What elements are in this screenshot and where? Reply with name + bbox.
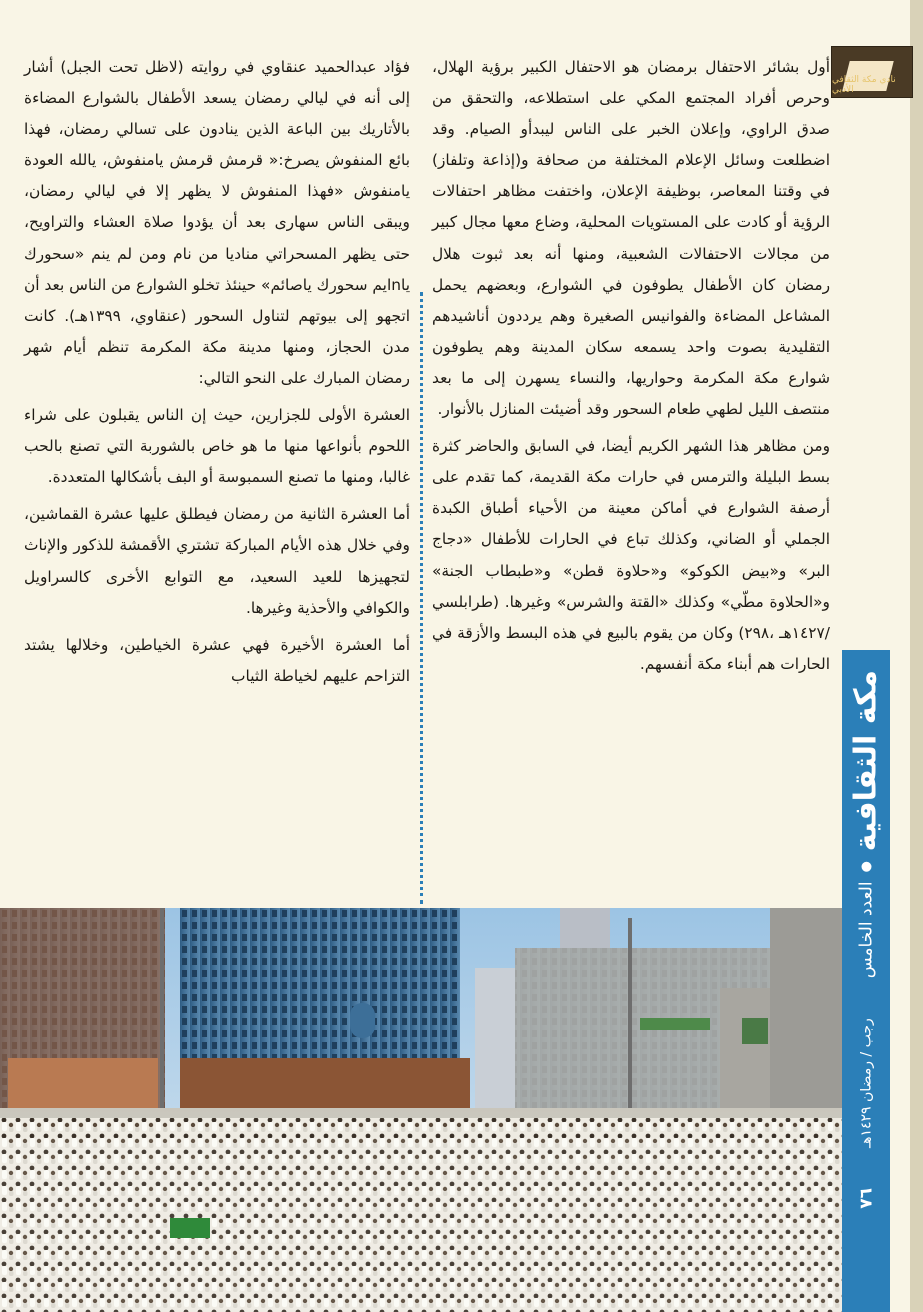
article-paragraph: أول بشائر الاحتفال برمضان هو الاحتفال الكبير برؤية الهلال، وحرص أفراد المجتمع المكي على استطلاعه، والتحقق من صدق الراوي، وإعلان الخبر على الناس ليبدأو الصيام. وقد اضطلعت وسائل الإعلام المختلفة من صحافة و(إذاعة وتلفاز) في وقتنا المعاصر، بوظيفة الإعلان، واختفت مظاهر احتفالات الرؤية أو كادت على المستويات المحلية، وضاع معها مجال كبير من مجالات الاحتفالات الشعبية، ومنها أنه بعد ثبوت هلال رمضان كان الأطفال يطوفون في الشوارع، وبعضهم يحمل المشاعل المضاءة والفوانيس الصغيرة وهم يرددون أناشيدهم التقليدية بصوت واحد يسمعه سكان المدينة وهم يطوفون شوارع مكة المكرمة وحواريها، والنساء يسهرن إلى ما بعد منتصف الليل لطهي طعام السحور وقد أضيئت المنازل بالأنوار. bbox=[432, 58, 830, 419]
logo-text: نادي مكة الثقافي الأدبي bbox=[832, 75, 896, 95]
article-paragraph: ومن مظاهر هذا الشهر الكريم أيضا، في السابق والحاضر كثرة بسط البليلة والترمس في حارات مكة القديمة، كما تقدم على أرصفة الشوارع في أماكن معينة من الأحياء أطباق الكبدة الجملي أو الضاني، وكذلك تباع في الحارات للأطفال «دجاج البر» و«بيض الكوكو» و«حلاوة قطن» و«طبطاب الجنة» و«الحلاوة مطّي» وكذلك «القتة والشرس» وغيرها. (طرابلسي /١٤٢٧هـ ،٢٩٨) وكان من يقوم بالبيع في هذه البسط والأزقة في الحارات هم أبناء مكة أنفسهم. bbox=[432, 437, 830, 673]
article-paragraph: العشرة الأولى للجزارين، حيث إن الناس يقبلون على شراء اللحوم بأنواعها منها ما هو خاص بالشوربة التي تصنع بالحب غالبا، ومنها ما تصنع السمبوسة أو البف بأشكالها المتعددة. bbox=[24, 406, 410, 487]
article-paragraph: فؤاد عبدالحميد عنقاوي في روايته (لاظل تحت الجبل) أشار إلى أنه في ليالي رمضان يسعد الأطفال بالشوارع المضاءة بالأتاريك بين الباعة الذين ينادون على تسالي رمضان، فهذا بائع المنفوش يصرخ:« قرمش قرمش يامنفوش، يالله العودة يامنفوش «فهذا المنفوش لا يظهر إلا في ليالي رمضان، ويبقى الناس سهارى بعد أن يؤدوا صلاة العشاء والتراويح، حتى يظهر المسحراتي مناديا من نام ومن لم ينم «سحورك ياnايم سحورك ياصائم» حينئذ تخلو الشوارع من الناس بعد أن اتجهو إلى بيوتهم لتناول السحور (عنقاوي، ١٣٩٩هـ). كانت مدن الحجاز، ومنها مدينة مكة المكرمة تنظم أيام شهر رمضان المبارك على النحو التالي: bbox=[24, 58, 411, 387]
club-logo bbox=[831, 46, 913, 98]
magazine-side-band bbox=[842, 650, 890, 1312]
issue-label: العدد الخامس bbox=[856, 881, 876, 979]
haram-crowd-photo bbox=[0, 908, 842, 1312]
article-paragraph: أما العشرة الأخيرة فهي عشرة الخياطين، وخلالها يشتد التزاحم عليهم لخياطة الثياب bbox=[24, 635, 410, 685]
separator-dot bbox=[861, 861, 871, 871]
issue-date: رجب / رمضان ١٤٢٩هـ bbox=[858, 1018, 874, 1148]
side-band-text bbox=[849, 670, 884, 1209]
column-divider bbox=[420, 292, 423, 904]
page-number: ٧٦ bbox=[856, 1188, 876, 1209]
magazine-title: مكة الثقافية bbox=[848, 670, 884, 852]
article-column-left bbox=[24, 52, 410, 692]
article-column-right bbox=[432, 52, 830, 680]
page-edge bbox=[910, 0, 923, 1312]
article-paragraph: أما العشرة الثانية من رمضان فيطلق عليها عشرة القماشين، وفي خلال هذه الأيام المباركة تشتري الأقمشة للذكور والإناث لتجهيزها للعيد السعيد، مع التوابع الأخرى كالسراويل والكوافي والأحذية وغيرها. bbox=[24, 505, 410, 617]
photo-illustration bbox=[0, 908, 842, 1312]
